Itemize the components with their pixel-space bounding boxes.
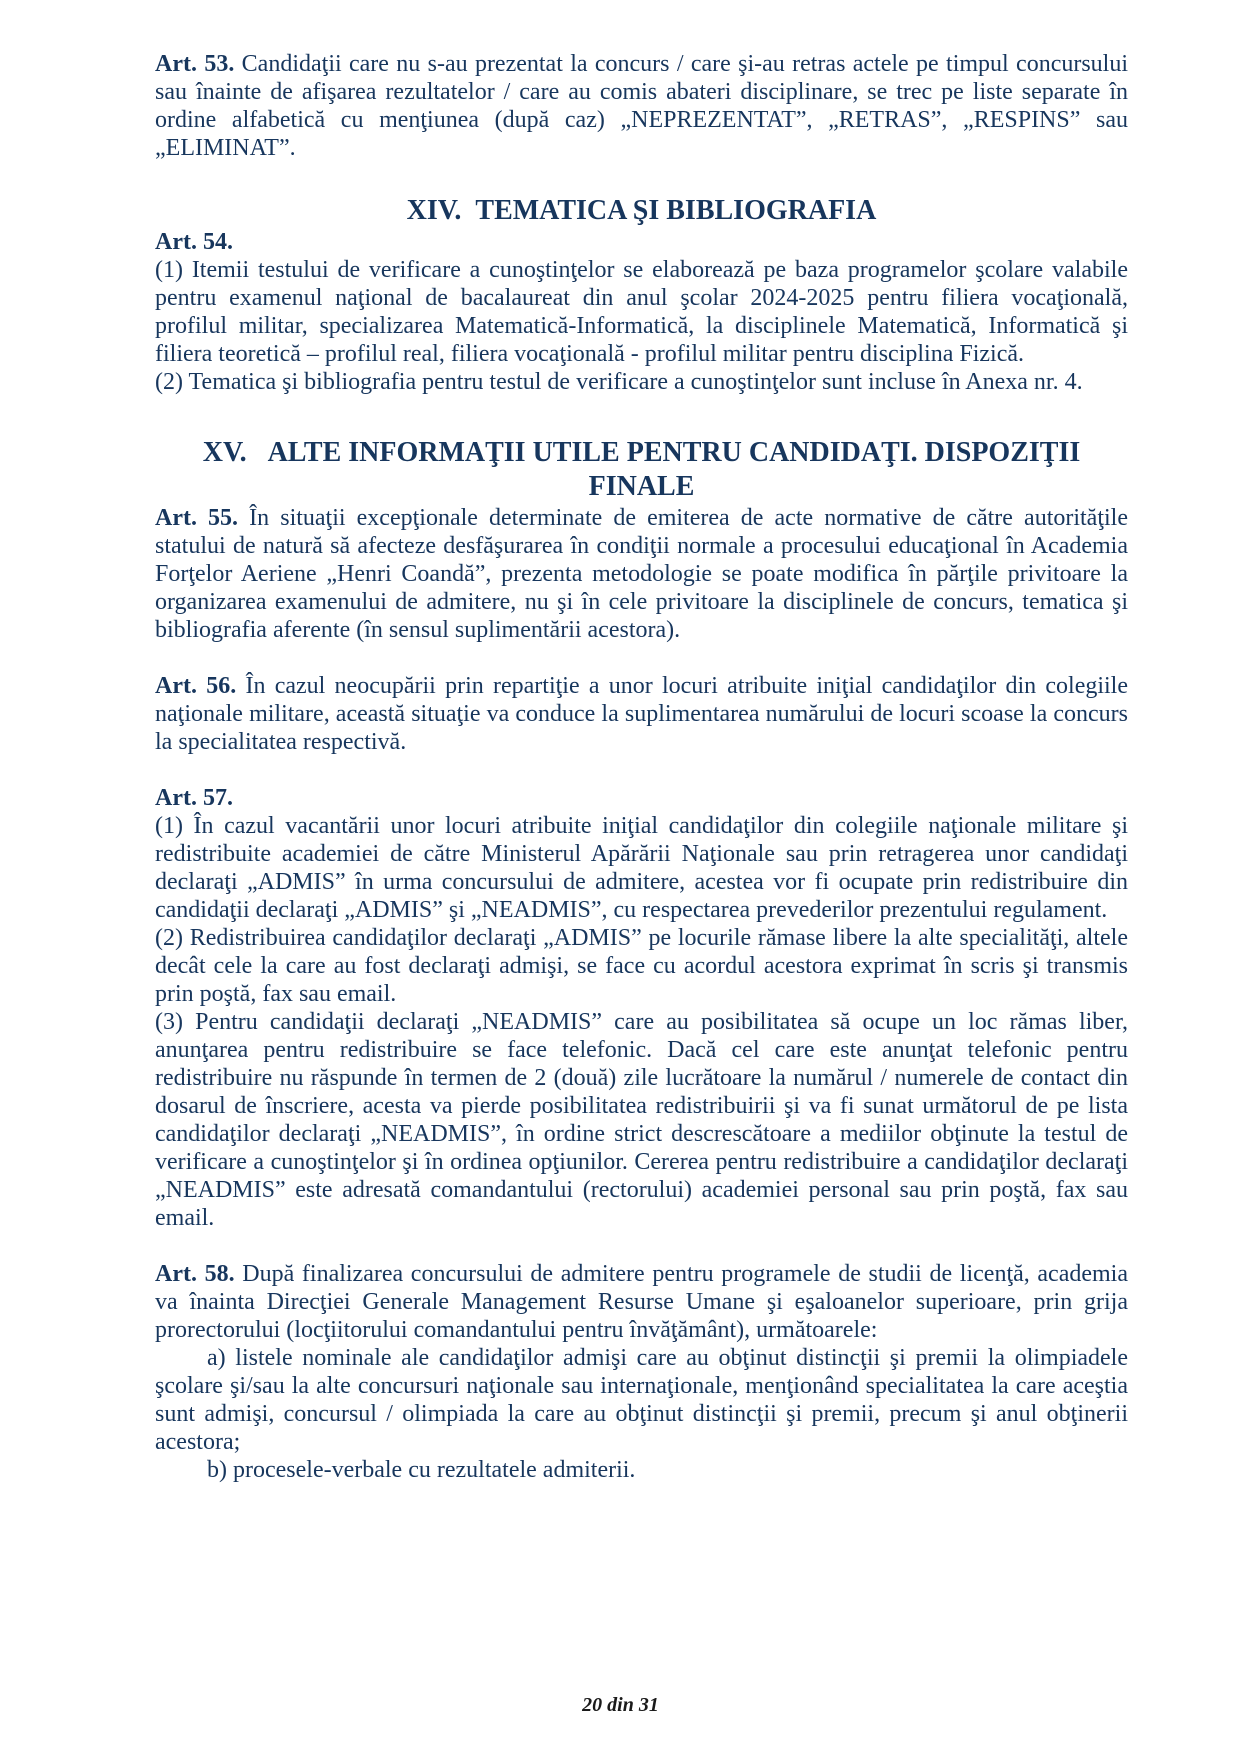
chapter-14-title: XIV. TEMATICA ŞI BIBLIOGRAFIA (406, 195, 877, 226)
article-58-intro: După finalizarea concursului de admitere pentru programele de studii de licenţă, academia va înainta Direcţiei Generale Management Resurse Umane şi eşaloanelor superioare, prin grija prorectorului (locţiitorului comandantului pentru învăţământ), următoarele: (155, 1261, 1129, 1343)
article-53-text: Candidaţii care nu s-au prezentat la concurs / care şi-au retras actele pe timpul concursului sau înainte de afişarea rezultatelor / care au comis abateri disciplinare, se trec pe liste separate în ordine alfabetică cu menţiunea (după caz) „NEPREZENTAT”, „RETRAS”, „RESPINS” sau „ELIMINAT”. (155, 51, 1129, 161)
article-55-text: În situaţii excepţionale determinate de emiterea de acte normative de către autorităţile statului de natură să afecteze desfăşurarea în condiţii normale a procesului educaţional în Academia Forţelor Aeriene „Henri Coandă”, prezenta metodologie se poate modifica în părţile privitoare la organizarea examenului de admitere, nu şi în cele privitoare la disciplinele de concurs, tematica şi bibliografia aferente (în sensul suplimentării acestora). (155, 505, 1128, 643)
page-number-current: 20 (582, 1694, 603, 1716)
article-53 (155, 50, 1128, 162)
chapter-15-title: XV. ALTE INFORMAŢII UTILE PENTRU CANDIDAŢI. DISPOZIŢII FINALE (202, 437, 1081, 502)
article-58-label: Art. 58. (155, 1261, 235, 1287)
article-57-paragraph-3: (3) Pentru candidaţii declaraţi „NEADMIS” care au posibilitatea să ocupe un loc rămas liber, anunţarea pentru redistribuire se face telefonic. Dacă cel care este anunţat telefonic pentru redistribuire nu răspunde în termen de 2 (două) zile lucrătoare la numărul / numerele de contact din dosarul de înscriere, acesta va pierde posibilitatea redistribuirii şi va fi sunat următorul de pe lista candidaţilor declaraţi „NEADMIS”, în ordine strict descrescătoare a mediilor obţinute la testul de verificare a cunoştinţelor şi în ordinea opţiunilor. Cererea pentru redistribuire a candidaţilor declaraţi „NEADMIS” este adresată comandantului (rectorului) academiei personal sau prin poştă, fax sau email. (155, 1009, 1128, 1231)
article-57-label: Art. 57. (155, 785, 233, 811)
article-56 (155, 672, 1128, 756)
page-footer (0, 1693, 1241, 1717)
article-54-paragraph-1: (1) Itemii testului de verificare a cunoştinţelor se elaborează pe baza programelor şcolare valabile pentru examenul naţional de bacalaureat din anul şcolar 2024-2025 pentru filiera vocaţională, profilul militar, specializarea Matematică-Informatică, la disciplinele Matematică, Informatică şi filiera teoretică – profilul real, filiera vocaţională - profilul militar pentru disciplina Fizică. (155, 257, 1128, 367)
article-58 (155, 1260, 1128, 1344)
article-56-text: În cazul neocupării prin repartiţie a unor locuri atribuite iniţial candidaţilor din colegiile naţionale militare, această situaţie va conduce la suplimentarea numărului de locuri scoase la concurs la specialitatea respectivă. (155, 673, 1129, 755)
page-number-total: 31 (638, 1694, 659, 1716)
article-54-paragraph-2: (2) Tematica şi bibliografia pentru testul de verificare a cunoştinţelor sunt incluse în Anexa nr. 4. (155, 369, 1083, 395)
article-53-label: Art. 53. (155, 51, 235, 77)
article-58-item-a: a) listele nominale ale candidaţilor admişi care au obţinut distincţii şi premii la olimpiadele şcolare şi/sau la alte concursuri naţionale sau internaţionale, menţionând specialitatea la care aceştia sunt admişi, concursul / olimpiada la care au obţinut distincţii şi premii, precum şi anul obţinerii acestora; (155, 1345, 1128, 1455)
article-56-label: Art. 56. (155, 673, 237, 699)
article-57-paragraph-2: (2) Redistribuirea candidaţilor declaraţi „ADMIS” pe locurile rămase libere la alte specialităţi, altele decât cele la care au fost declaraţi admişi, se face cu acordul acestora exprimat în scris şi transmis prin poştă, fax sau email. (155, 925, 1128, 1007)
article-55-label: Art. 55. (155, 505, 239, 531)
page-number-separator: din (607, 1694, 634, 1716)
article-54-label: Art. 54. (155, 229, 233, 255)
article-58-item-b: b) procesele-verbale cu rezultatele admiterii. (207, 1457, 636, 1483)
article-55 (155, 504, 1128, 644)
article-57-paragraph-1: (1) În cazul vacantării unor locuri atribuite iniţial candidaţilor din colegiile naţionale militare şi redistribuite academiei de către Ministerul Apărării Naţionale sau prin retragerea unor candidaţi declaraţi „ADMIS” în urma concursului de admitere, acestea vor fi ocupate prin redistribuire din candidaţii declaraţi „ADMIS” şi „NEADMIS”, cu respectarea prevederilor prezentului regulament. (155, 813, 1128, 923)
